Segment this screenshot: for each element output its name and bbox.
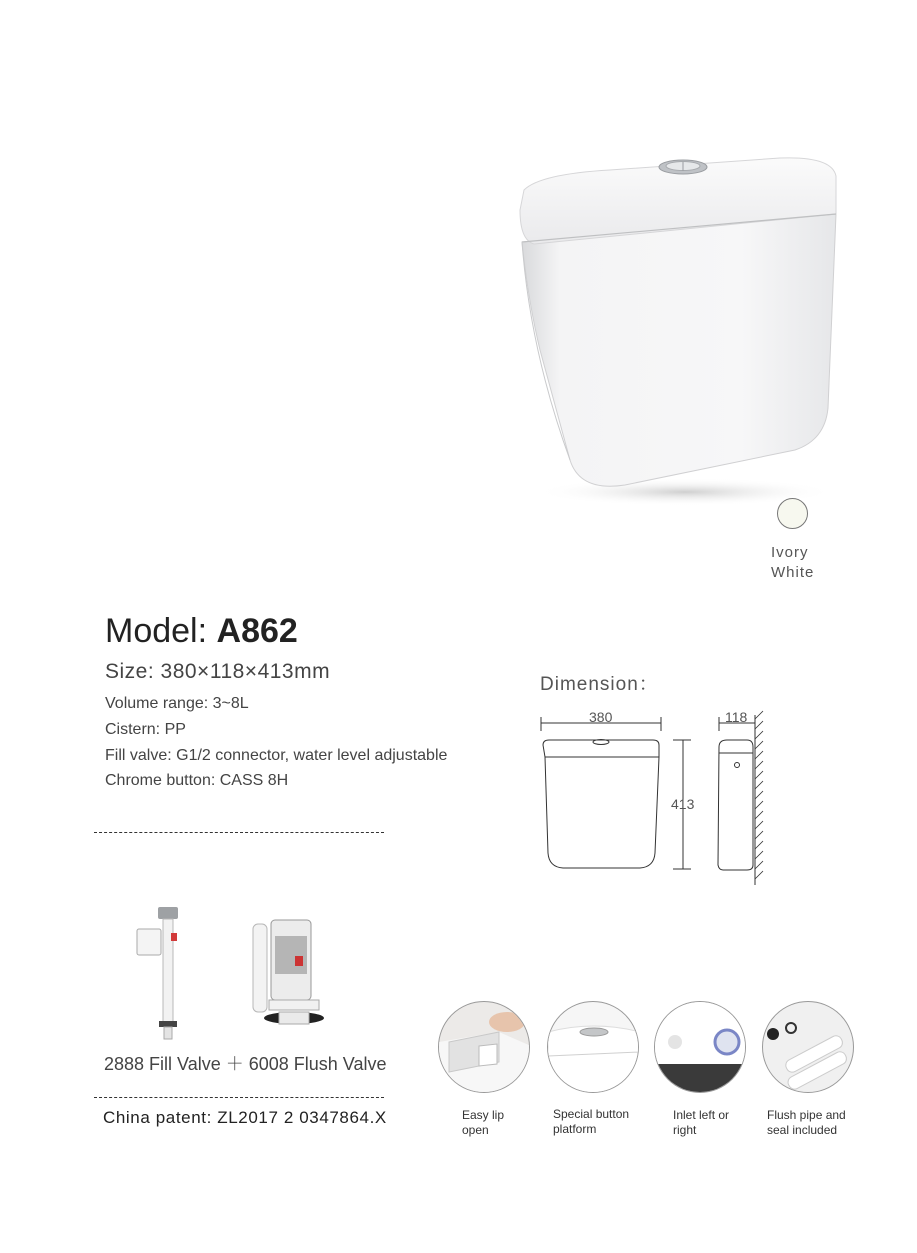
spec-volume-range: Volume range: 3~8L — [105, 695, 249, 712]
feature-label-line: Inlet left or — [673, 1108, 730, 1122]
dimension-drawing — [535, 705, 775, 890]
feature-label-line: open — [462, 1123, 489, 1137]
feature-label-line: Flush pipe and — [767, 1108, 846, 1122]
color-label-line1: Ivory — [771, 544, 809, 561]
feature-label-inlet — [673, 1108, 773, 1138]
feature-label-easy-lip — [462, 1108, 562, 1138]
model-number: A862 — [216, 612, 298, 650]
spec-fill-valve: Fill valve: G1/2 connector, water level adjustable — [105, 747, 448, 764]
valves-caption: 2888 Fill Valve ＋ 6008 Flush Valve — [104, 1054, 387, 1074]
feature-flush-pipe-and-seal-image — [762, 1001, 854, 1093]
ivory-white-color-swatch[interactable] — [777, 498, 808, 529]
feature-easy-lip-open-image — [438, 1001, 530, 1093]
flush-valve-image — [245, 918, 330, 1030]
model-title — [105, 612, 298, 651]
spec-cistern-material: Cistern: PP — [105, 721, 186, 738]
cistern-product-image — [510, 150, 850, 510]
dimension-width-label: 380 — [589, 709, 613, 725]
fill-valve-image — [125, 903, 195, 1043]
feature-inlet-left-or-right-image — [654, 1001, 746, 1093]
section-divider — [94, 832, 384, 833]
color-label-line2: White — [771, 564, 815, 581]
color-option-label — [771, 543, 814, 583]
feature-label-flush-pipe — [767, 1108, 867, 1138]
product-size: Size: 380×118×413mm — [105, 660, 331, 683]
feature-label-line: Special button — [553, 1107, 630, 1121]
china-patent: China patent: ZL2017 2 0347864.X — [103, 1108, 387, 1127]
feature-label-line: seal included — [767, 1123, 838, 1137]
feature-special-button-platform-image — [547, 1001, 639, 1093]
spec-chrome-button: Chrome button: CASS 8H — [105, 772, 289, 789]
section-divider-bottom — [94, 1097, 384, 1098]
feature-label-line: right — [673, 1123, 697, 1137]
feature-label-line: Easy lip — [462, 1108, 505, 1122]
dimension-depth-label: 118 — [725, 709, 748, 725]
feature-label-line: platform — [553, 1122, 597, 1136]
model-prefix: Model: — [105, 612, 208, 650]
dimension-height-label: 413 — [671, 796, 695, 812]
dimension-title: Dimension： — [540, 674, 659, 695]
feature-label-special-button — [553, 1107, 653, 1137]
